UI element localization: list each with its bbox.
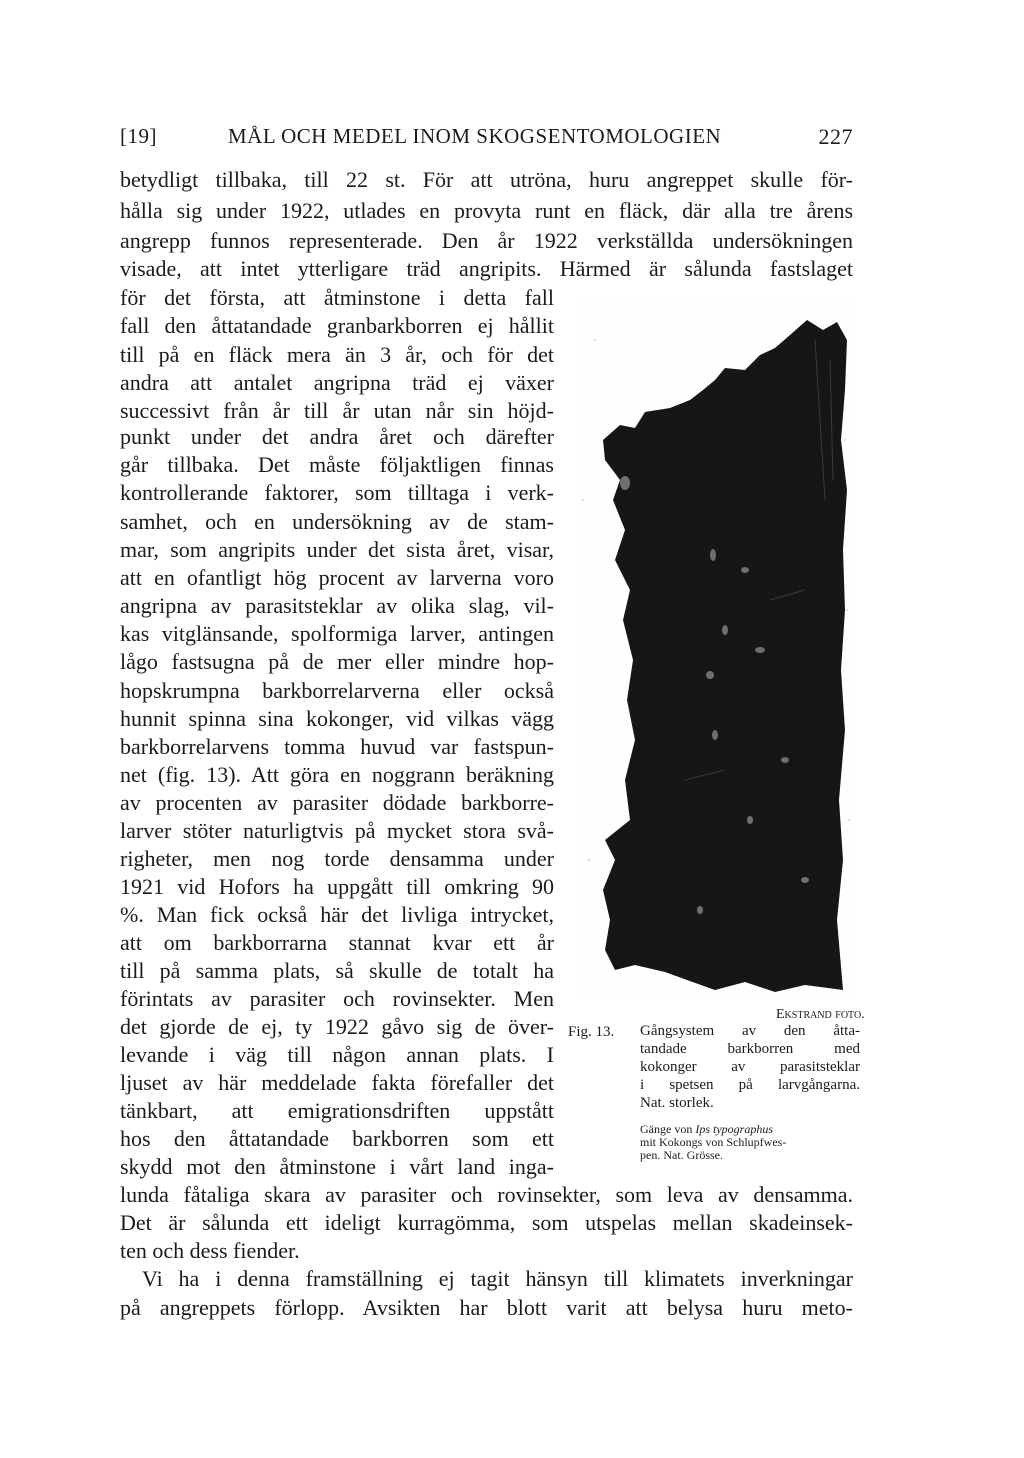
body-line: betydligt tillbaka, till 22 st. För att utröna, huru angreppet skulle för- (120, 167, 853, 192)
body-line: righeter, men nog torde densamma under (120, 846, 554, 871)
caption-line: Gångsystem av den åtta- (640, 1023, 860, 1039)
figure-caption (640, 1022, 860, 1112)
body-line: hålla sig under 1922, utlades en provyta runt en fläck, där alla tre årens (120, 198, 853, 223)
body-line: av procenten av parasiter dödade barkborre- (120, 790, 554, 815)
body-line: till på en fläck mera än 3 år, och för det (120, 342, 554, 367)
body-line: 1921 vid Hofors ha uppgått till omkring 90 (120, 874, 554, 899)
body-line: ljuset av här meddelade fakta förefaller det (120, 1070, 554, 1095)
body-line: hos den åttatandade barkborren som ett (120, 1126, 554, 1151)
body-line: hopskrumpna barkborrelarverna eller också (120, 678, 554, 703)
body-line: mar, som angripits under det sista året, visar, (120, 537, 554, 562)
page-number: 227 (818, 124, 853, 149)
body-line: visade, att intet ytterligare träd angripits. Härmed är sålunda fastslaget (120, 256, 853, 281)
body-line: hunnit spinna sina kokonger, vid vilkas vägg (120, 706, 554, 731)
body-line: angripna av parasitsteklar av olika slag, vil- (120, 593, 554, 618)
body-line: successivt från år till år utan når sin höjd- (120, 398, 554, 423)
body-line: andra att antalet angripna träd ej växer (120, 370, 554, 395)
body-line: att om barkborrarna stannat kvar ett år (120, 930, 554, 955)
body-line: Vi ha i denna framställning ej tagit hänsyn till klimatets inverkningar (142, 1266, 853, 1291)
caption-line: tandade barkborren med (640, 1041, 860, 1057)
species-name: Ips typographus (695, 1122, 773, 1136)
body-line: lågo fastsugna på de mer eller mindre hop- (120, 649, 554, 674)
body-line: Det är sålunda ett ideligt kurragömma, som utspelas mellan skadeinsek- (120, 1210, 853, 1235)
body-line: angrepp funnos representerade. Den år 1922 verkställda undersökningen (120, 228, 853, 253)
body-line: förintats av parasiter och rovinsekter. Men (120, 986, 554, 1011)
figure-caption-german (640, 1123, 786, 1162)
body-line: går tillbaka. Det måste följaktligen finnas (120, 452, 554, 477)
body-line: skydd mot den åtminstone i vårt land inga- (120, 1154, 554, 1179)
caption-line: i spetsen på larvgångarna. (640, 1077, 860, 1093)
caption-german-line: mit Kokongs von Schlupfwes- (640, 1135, 787, 1149)
body-line: för det första, att åtminstone i detta fall (120, 285, 554, 310)
body-line: larver stöter naturligtvis på mycket stora svå- (120, 818, 554, 843)
body-line: tänkbart, att emigrationsdriften uppstått (120, 1098, 554, 1123)
caption-line: kokonger av parasitsteklar (640, 1059, 860, 1075)
bark-photograph (575, 300, 855, 1000)
body-line: till på samma plats, så skulle de totalt ha (120, 958, 554, 983)
body-line: ten och dess fiender. (120, 1238, 300, 1263)
photo-credit: Ekstrand foto. (776, 1007, 865, 1022)
running-title: MÅL OCH MEDEL INOM SKOGSENTOMOLOGIEN (228, 124, 722, 148)
caption-german-prefix: Gänge von (640, 1122, 696, 1136)
figure-label: Fig. 13. (568, 1024, 615, 1040)
body-line: fall den åttatandade granbarkborren ej hållit (120, 313, 554, 338)
body-line: levande i väg till någon annan plats. I (120, 1042, 554, 1067)
caption-line: Nat. storlek. (640, 1095, 714, 1111)
body-line: kas vitglänsande, spolformiga larver, antingen (120, 621, 554, 646)
body-line: det gjorde de ej, ty 1922 gåvo sig de över- (120, 1014, 554, 1039)
body-line: barkborrelarvens tomma huvud var fastspun- (120, 734, 554, 759)
body-line: %. Man fick också här det livliga intrycket, (120, 902, 554, 927)
body-line: net (fig. 13). Att göra en noggrann beräkning (120, 762, 554, 787)
body-line: lunda fåtaliga skara av parasiter och rovinsekter, som leva av densamma. (120, 1182, 853, 1207)
caption-german-line: pen. Nat. Grösse. (640, 1148, 723, 1162)
body-line: punkt under det andra året och därefter (120, 424, 554, 449)
body-line: samhet, och en undersökning av de stam- (120, 509, 554, 534)
page-header (120, 124, 853, 156)
page-bracket-number: [19] (120, 124, 157, 148)
body-line: kontrollerande faktorer, som tilltaga i verk- (120, 480, 554, 505)
body-line: på angreppets förlopp. Avsikten har blott varit att belysa huru meto- (120, 1295, 853, 1320)
body-line: att en ofantligt hög procent av larverna voro (120, 565, 554, 590)
